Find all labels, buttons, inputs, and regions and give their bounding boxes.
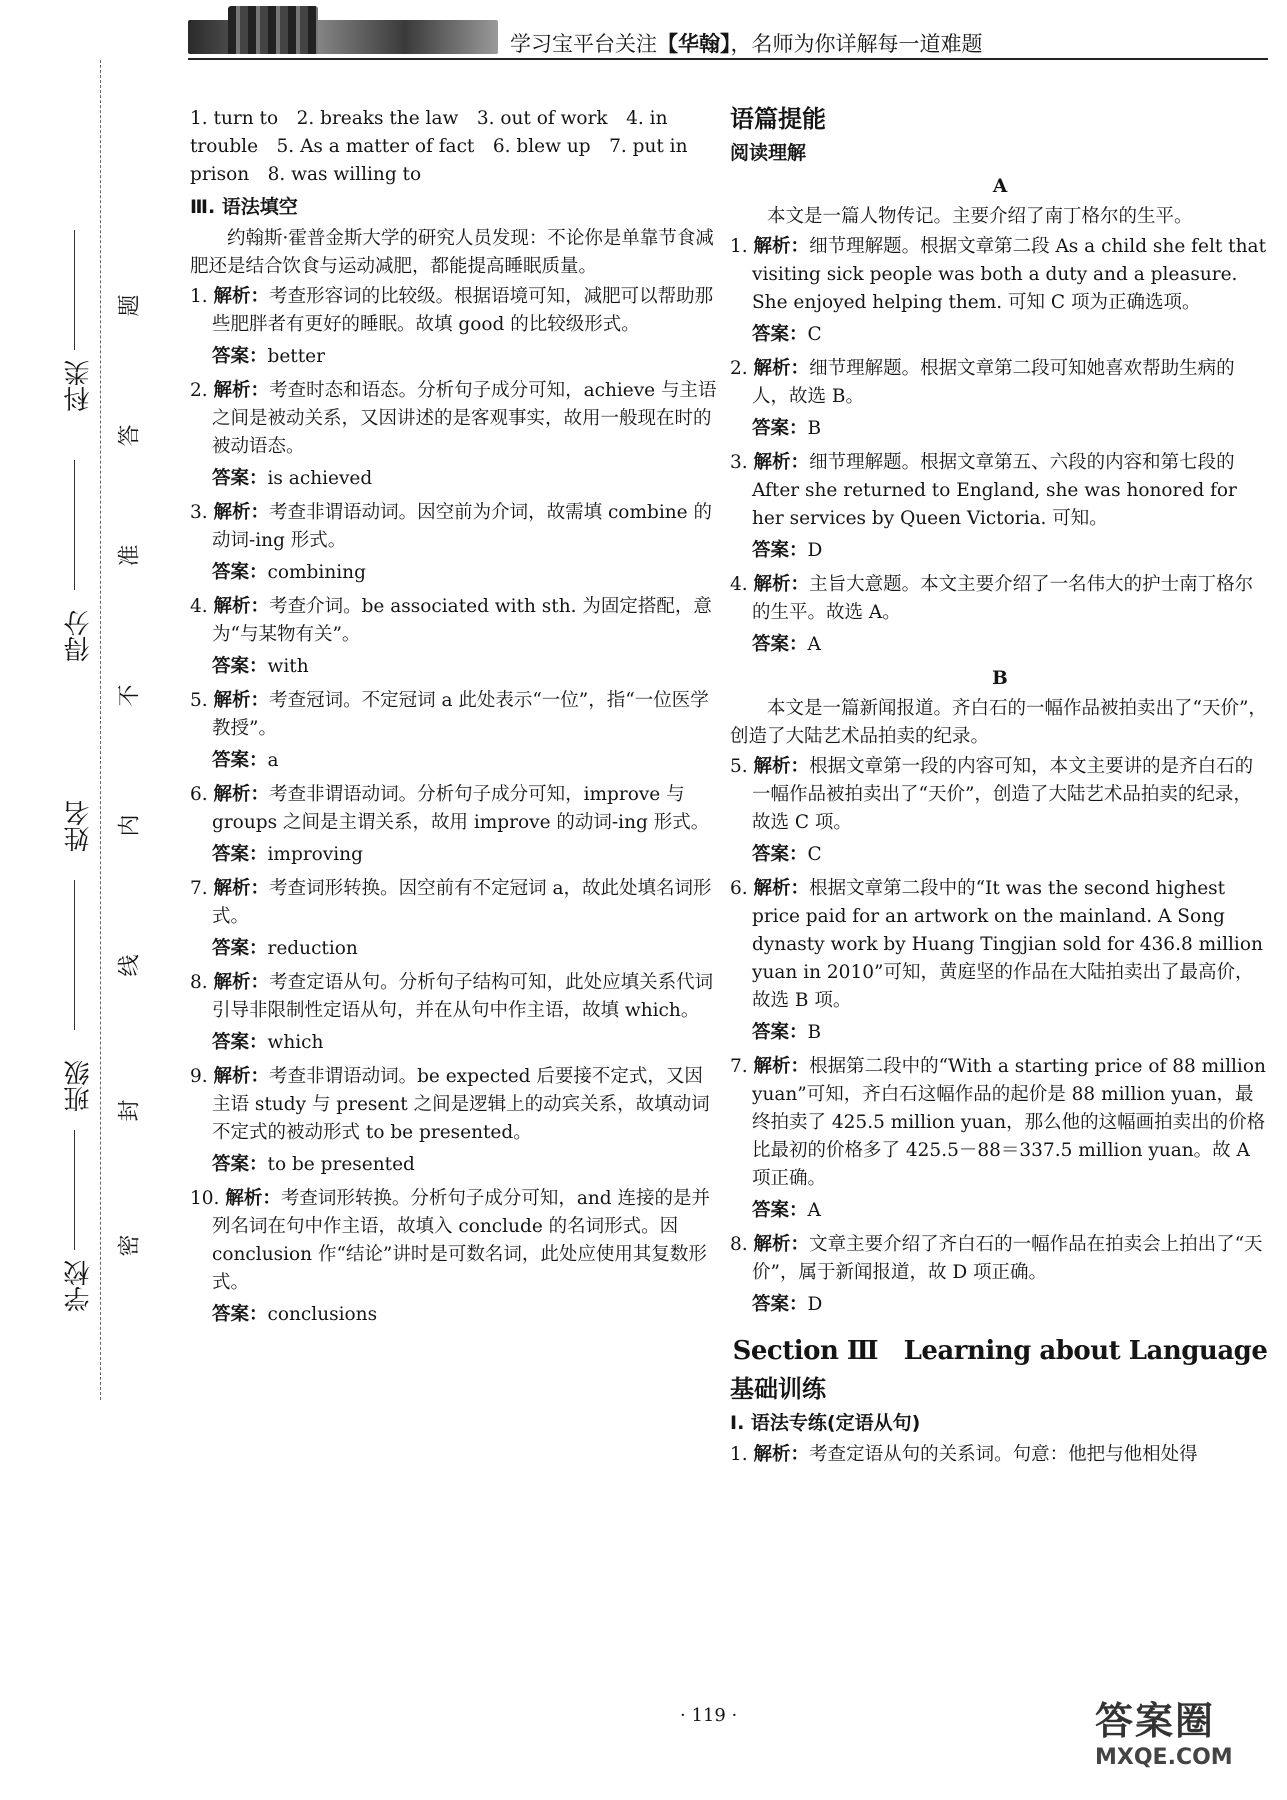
answer-text: with — [267, 656, 309, 677]
label-class: 班级 — [64, 1060, 94, 1112]
analysis-label: 解析： — [213, 286, 270, 307]
analysis-text: 根据文章第二段中的“It was the second highest price paid for an artwork on the mainland. A Song dynasty work by Huang Tingjian sold for 436.8 million yuan in 2010”可知，黄庭坚的作品在大陆拍卖出了最高价，故选 B 项。 — [752, 878, 1263, 1011]
item-number: 2. — [190, 380, 208, 401]
analysis-text: 考查定语从句的关系词。句意：他把与他相处得 — [809, 1444, 1198, 1465]
item-number: 2. — [730, 358, 748, 379]
answer-text: a — [267, 750, 279, 771]
grammar-item — [190, 1063, 720, 1179]
item-number: 8. — [730, 1234, 748, 1255]
answer-label: 答案： — [752, 634, 808, 655]
analysis-text: 考查非谓语动词。分析句子成分可知，improve 与 groups 之间是主谓关系，故用 improve 的动词-ing 形式。 — [212, 784, 710, 833]
analysis-label: 解析： — [213, 502, 270, 523]
analysis-label: 解析： — [753, 878, 810, 899]
answer-text: A — [807, 1200, 821, 1221]
item-number: 7. — [190, 878, 208, 899]
analysis-text: 文章主要介绍了齐白石的一幅作品在拍卖会上拍出了“天价”，属于新闻报道，故 D 项正确。 — [752, 1234, 1263, 1283]
answer-label: 答案： — [752, 1294, 808, 1315]
tagline-text-end: ，名师为你详解每一道难题 — [730, 32, 983, 56]
answer-text: D — [807, 1294, 823, 1315]
passage-intro: 本文是一篇新闻报道。齐白石的一幅作品被拍卖出了“天价”，创造了大陆艺术品拍卖的纪录。 — [730, 698, 1267, 747]
reading-item — [730, 449, 1270, 565]
item-number: 1. — [730, 236, 748, 257]
analysis-text: 主旨大意题。本文主要介绍了一名伟大的护士南丁格尔的生平。故选 A。 — [752, 574, 1254, 623]
reading-subtitle: 阅读理解 — [730, 142, 807, 164]
seal-line — [100, 60, 102, 1400]
passage-letter: A — [992, 176, 1008, 197]
right-column — [730, 105, 1270, 1469]
grammar-item — [190, 283, 720, 371]
fill-line — [74, 880, 75, 1030]
analysis-text: 考查词形转换。因空前有不定冠词 a，故此处填名词形式。 — [212, 878, 712, 927]
item-number: 6. — [730, 878, 748, 899]
reading-item — [730, 233, 1270, 349]
item-number: 3. — [730, 452, 748, 473]
analysis-label: 解析： — [213, 596, 270, 617]
seal-char: 线 — [117, 954, 143, 977]
answer-label: 答案： — [212, 1154, 268, 1175]
answer-label: 答案： — [752, 324, 808, 345]
item-number: 10. — [190, 1188, 220, 1209]
seal-char: 题 — [117, 294, 143, 317]
analysis-text: 根据第二段中的“With a starting price of 88 million yuan”可知，齐白石这幅作品的起价是 88 million yuan，最终拍卖了 425.5 million yuan，那么他的这幅画拍卖出的价格比最初的价格多了 425.5－88＝337.5 million yuan。故 A 项正确。 — [752, 1056, 1266, 1189]
seal-char: 不 — [117, 684, 143, 707]
passage-letter: B — [992, 668, 1008, 689]
grammar-item — [190, 875, 720, 963]
seal-char: 密 — [117, 1234, 143, 1257]
answer-label: 答案： — [212, 750, 268, 771]
header-tagline — [510, 28, 983, 58]
left-column — [190, 105, 720, 1335]
answer-label: 答案： — [752, 844, 808, 865]
label-school: 学校 — [64, 1260, 94, 1312]
reading-item — [730, 1231, 1270, 1319]
answer-text: conclusions — [267, 1304, 378, 1325]
grammar-item — [190, 969, 720, 1057]
answer-label: 答案： — [212, 468, 268, 489]
reading-item — [730, 571, 1270, 659]
analysis-label: 解析： — [225, 1188, 281, 1209]
answer-text: is achieved — [267, 468, 373, 489]
grammar-item — [190, 593, 720, 681]
answer-label: 答案： — [212, 656, 268, 677]
answer-text: combining — [267, 562, 366, 583]
item-number: 9. — [190, 1066, 208, 1087]
answer-text: D — [807, 540, 823, 561]
analysis-label: 解析： — [753, 756, 810, 777]
answer-text: C — [807, 324, 822, 345]
answer-label: 答案： — [212, 1304, 268, 1325]
answer-text: improving — [267, 844, 363, 865]
section-heading: Section Ⅲ Learning about Language — [732, 1336, 1268, 1366]
fill-line — [74, 230, 75, 350]
reading-item — [730, 1053, 1270, 1225]
answer-label: 答案： — [752, 540, 808, 561]
grammar-item — [730, 1441, 1270, 1469]
grammar-item — [190, 377, 720, 493]
tagline-text: 学习宝平台关注 — [510, 32, 657, 56]
answer-text: C — [807, 844, 822, 865]
analysis-text: 考查时态和语态。分析句子成分可知，achieve 与主语之间是被动关系，又因讲述的是客观事实，故用一般现在时的被动语态。 — [212, 380, 717, 457]
analysis-text: 考查非谓语动词。因空前为介词，故需填 combine 的动词-ing 形式。 — [212, 502, 712, 551]
label-subject: 科类 — [64, 360, 94, 412]
analysis-text: 根据文章第一段的内容可知，本文主要讲的是齐白石的一幅作品被拍卖出了“天价”，创造了大陆艺术品拍卖的纪录，故选 C 项。 — [752, 756, 1254, 833]
header-rule — [188, 58, 1268, 60]
watermark-logo: 答案圈 — [1095, 1699, 1216, 1743]
books-logo-icon — [228, 6, 318, 54]
reading-item — [730, 355, 1270, 443]
grammar-item — [190, 499, 720, 587]
basic-training-title: 基础训练 — [730, 1375, 826, 1403]
analysis-text: 考查定语从句。分析句子结构可知，此处应填关系代词引导非限制性定语从句，并在从句中作主语，故填 which。 — [212, 972, 714, 1021]
item-number: 4. — [730, 574, 748, 595]
label-name: 姓名 — [64, 800, 94, 852]
header-banner — [188, 20, 498, 54]
answer-label: 答案： — [752, 1200, 808, 1221]
answer-label: 答案： — [212, 844, 268, 865]
answer-label: 答案： — [212, 1032, 268, 1053]
watermark-site: MXQE.COM — [1095, 1745, 1233, 1770]
analysis-label: 解析： — [753, 1234, 810, 1255]
tagline-brand: 【华翰】 — [657, 32, 731, 56]
answer-text: reduction — [267, 938, 358, 959]
answer-label: 答案： — [752, 418, 808, 439]
analysis-label: 解析： — [753, 574, 810, 595]
item-number: 5. — [730, 756, 748, 777]
analysis-label: 解析： — [753, 452, 810, 473]
analysis-text: 考查介词。be associated with sth. 为固定搭配，意为“与某物有关”。 — [212, 596, 712, 645]
seal-char: 封 — [117, 1099, 143, 1122]
analysis-label: 解析： — [213, 972, 270, 993]
grammar-item — [190, 781, 720, 869]
watermark — [1095, 1690, 1270, 1785]
seal-char: 答 — [117, 424, 143, 447]
analysis-text: 细节理解题。根据文章第五、六段的内容和第七段的 After she returned to England, she was honored for her services by Queen Victoria. 可知。 — [752, 452, 1237, 529]
analysis-label: 解析： — [213, 1066, 270, 1087]
item-number: 5. — [190, 690, 208, 711]
analysis-label: 解析： — [753, 1444, 810, 1465]
page-number: · 119 · — [680, 1705, 738, 1726]
item-number: 8. — [190, 972, 208, 993]
grammar-practice-title: Ⅰ. 语法专练(定语从句) — [730, 1412, 921, 1434]
analysis-label: 解析： — [213, 878, 270, 899]
reading-item — [730, 875, 1270, 1047]
item-number: 7. — [730, 1056, 748, 1077]
item-number: 1. — [190, 286, 208, 307]
answer-text: A — [807, 634, 821, 655]
answer-label: 答案： — [212, 562, 268, 583]
analysis-text: 细节理解题。根据文章第二段可知她喜欢帮助生病的人，故选 B。 — [752, 358, 1235, 407]
answer-text: better — [267, 346, 325, 367]
seal-char: 准 — [117, 544, 143, 567]
grammar-item — [190, 1185, 720, 1329]
fill-line — [74, 1130, 75, 1250]
answer-label: 答案： — [212, 938, 268, 959]
analysis-text: 考查词形转换。分析句子成分可知，and 连接的是并列名词在句中作主语，故填入 conclude 的名词形式。因 conclusion 作“结论”讲时是可数名词，此处应使用其复数形式。 — [212, 1188, 710, 1293]
analysis-label: 解析： — [213, 784, 270, 805]
analysis-label: 解析： — [753, 1056, 810, 1077]
analysis-text: 考查冠词。不定冠词 a 此处表示“一位”，指“一位医学教授”。 — [212, 690, 709, 739]
analysis-text: 考查非谓语动词。be expected 后要接不定式，又因主语 study 与 present 之间是逻辑上的动宾关系，故填动词不定式的被动形式 to be presented。 — [212, 1066, 710, 1143]
label-score: 得分 — [64, 610, 94, 662]
analysis-text: 细节理解题。根据文章第二段 As a child she felt that visiting sick people was both a duty and a pleasure. She enjoyed helping them. 可知 C 项为正确选项。 — [752, 236, 1266, 313]
passage-intro: 本文是一篇人物传记。主要介绍了南丁格尔的生平。 — [767, 206, 1193, 227]
analysis-label: 解析： — [753, 358, 810, 379]
section-title: 语篇提能 — [730, 105, 826, 133]
analysis-text: 考查形容词的比较级。根据语境可知，减肥可以帮助那些肥胖者有更好的睡眠。故填 good 的比较级形式。 — [212, 286, 714, 335]
analysis-label: 解析： — [753, 236, 810, 257]
answer-label: 答案： — [752, 1022, 808, 1043]
answer-text: to be presented — [267, 1154, 415, 1175]
answer-text: B — [807, 418, 822, 439]
seal-char: 内 — [117, 814, 143, 837]
grammar-item — [190, 687, 720, 775]
fill-line — [74, 460, 75, 590]
analysis-label: 解析： — [213, 690, 270, 711]
answer-label: 答案： — [212, 346, 268, 367]
answer-text: which — [267, 1032, 324, 1053]
item-number: 1. — [730, 1444, 748, 1465]
grammar-fill-title: Ⅲ. 语法填空 — [190, 196, 298, 218]
item-number: 4. — [190, 596, 208, 617]
vocab-answers: 1. turn to 2. breaks the law 3. out of work 4. in trouble 5. As a matter of fact 6. blew up 7. put in prison 8. was willing to — [190, 108, 688, 185]
answer-text: B — [807, 1022, 822, 1043]
item-number: 6. — [190, 784, 208, 805]
reading-item — [730, 753, 1270, 869]
analysis-label: 解析： — [213, 380, 270, 401]
item-number: 3. — [190, 502, 208, 523]
passage-intro: 约翰斯·霍普金斯大学的研究人员发现：不论你是单靠节食减肥还是结合饮食与运动减肥，都能提高睡眠质量。 — [190, 228, 714, 277]
